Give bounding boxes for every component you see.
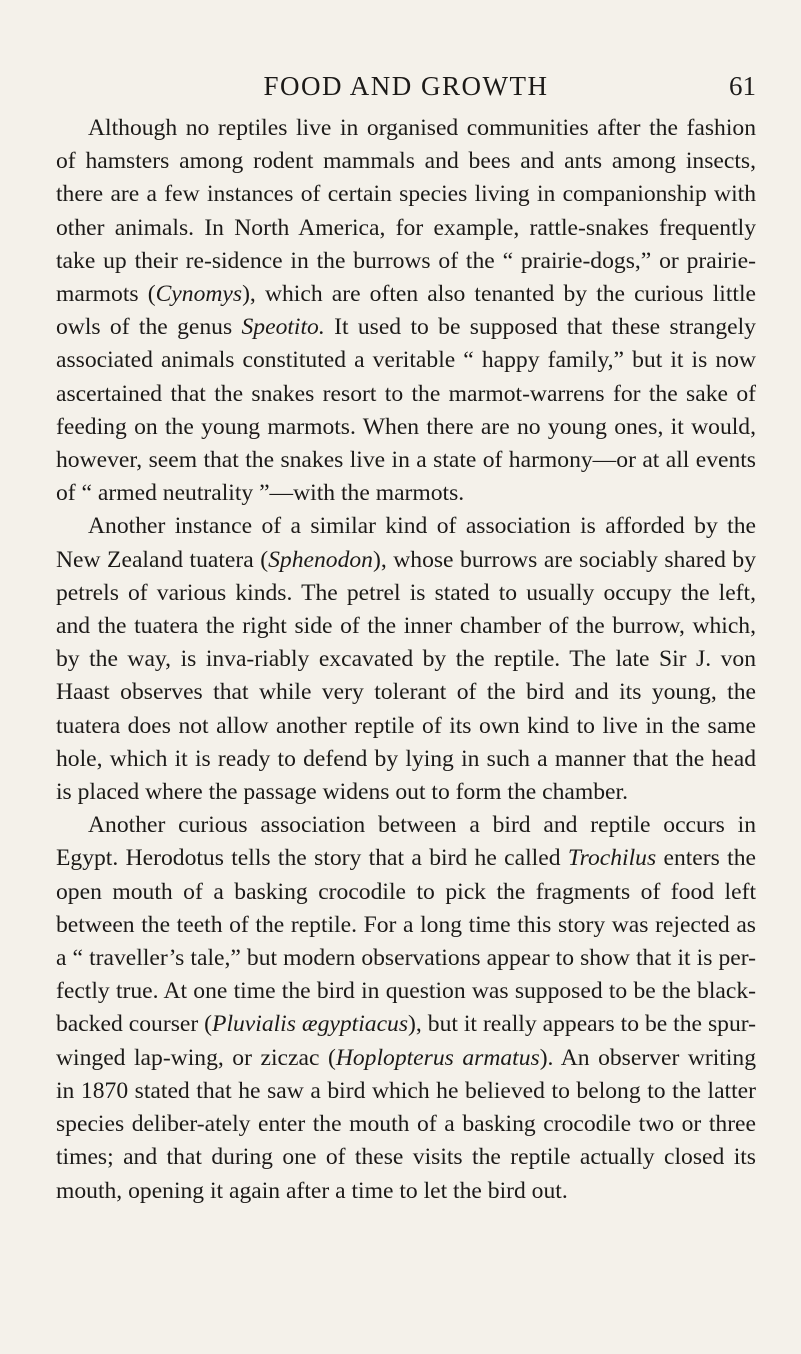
taxon-name: Sphenodon: [268, 546, 373, 573]
text-run: Another curious association between a bird and reptile occurs in Egypt. Herodotus tells the story that a bird he called: [56, 812, 756, 872]
text-run: enters the open mouth of a basking crocodile to pick the fragments of food left between the teeth of the reptile. For a long time this story was rejected as a “ traveller’s tale,” but modern observations appear to show that it is per-fectly true. At one time the bird in question was supposed to be the black-backed courser (: [56, 845, 756, 1038]
paragraph-2: [56, 510, 756, 809]
text-run: Although no reptiles live in organised communities after the fashion of hamsters among rodent mammals and bees and ants among insects, there are a few instances of certain species living in companionship with other animals. In North America, for example, rattle-snakes frequently take up their re-sidence in the burrows of the “ prairie-dogs,” or prairie-marmots (: [56, 115, 756, 308]
text-run: It used to be supposed that these strangely associated animals constituted a veritable “ happy family,” but it is now ascertained that the snakes resort to the marmot-warrens for the sake of feeding on the young marmots. When there are no young ones, it would, however, seem that the snakes live in a state of harmony—or at all events of “ armed neutrality ”—with the marmots.: [56, 314, 756, 507]
taxon-name: Speotito.: [241, 314, 325, 341]
running-title: FOOD AND GROWTH: [263, 71, 549, 101]
taxon-name: Trochilus: [567, 845, 657, 872]
running-head: [56, 66, 756, 106]
body-text: [56, 112, 756, 1208]
text-run: ), whose burrows are sociably shared by petrels of various kinds. The petrel is stated to usually occupy the left, and the tuatera the right side of the inner chamber of the burrow, which, by the way, is inva-riably excavated by the reptile. The late Sir J. von Haast observes that while very tolerant of the bird and its young, the tuatera does not allow another reptile of its own kind to live in the same hole, which it is ready to defend by lying in such a manner that the head is placed where the passage widens out to form the chamber.: [56, 546, 757, 806]
page-number: 61: [729, 71, 756, 101]
taxon-name: Cynomys: [155, 281, 243, 308]
text-run: ), which are often also tenanted by the curious little owls of the genus: [56, 281, 756, 341]
taxon-name: Hoplopterus armatus: [335, 1044, 540, 1071]
paragraph-3: [56, 809, 756, 1207]
taxon-name: Pluvialis ægyptiacus: [212, 1011, 409, 1038]
text-run: ). An observer writing in 1870 stated that he saw a bird which he believed to belong to the latter species deliber-ately enter the mouth of a basking crocodile two or three times; and that during one of these visits the reptile actually closed its mouth, opening it again after a time to let the bird out.: [56, 1044, 757, 1204]
text-run: ), but it really appears to be the spur-winged lap-wing, or ziczac (: [56, 1011, 756, 1071]
paragraph-1: [56, 112, 756, 510]
text-run: Another instance of a similar kind of association is afforded by the New Zealand tuatera (: [56, 513, 756, 573]
